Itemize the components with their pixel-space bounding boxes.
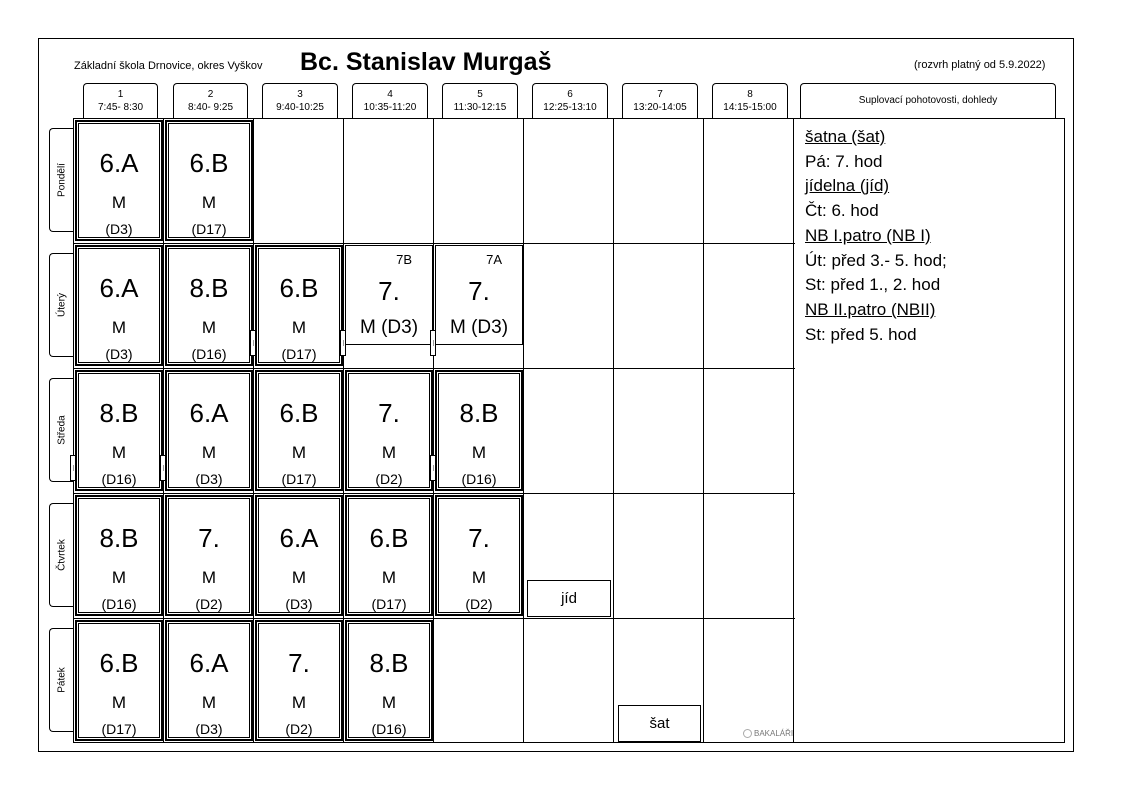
lesson-group: 7A <box>486 252 502 267</box>
lesson-tue-4[interactable] <box>345 245 433 345</box>
lesson-fri-3[interactable] <box>255 620 343 741</box>
school-name: Základní škola Drnovice, okres Vyškov <box>74 60 263 72</box>
lesson-room: (D17) <box>281 471 317 487</box>
period-header-4: 4 10:35-11:20 <box>352 83 428 118</box>
grid-column-line <box>793 118 794 743</box>
lesson-subject: M <box>291 568 307 587</box>
lesson-tue-3[interactable] <box>255 245 343 366</box>
lesson-thu-3[interactable] <box>255 495 343 616</box>
note-line: St: před 5. hod <box>805 324 917 344</box>
lesson-subject: M <box>471 568 487 587</box>
lesson-subject: M <box>111 693 127 712</box>
lesson-class: 6.A <box>189 398 229 428</box>
lesson-class: 7. <box>198 523 220 553</box>
lesson-thu-2[interactable] <box>165 495 253 616</box>
period-header-2: 2 8:40- 9:25 <box>173 83 248 118</box>
lesson-subject: M <box>381 693 397 712</box>
lesson-room: (D3) <box>285 596 313 612</box>
supervision-notes <box>805 125 947 347</box>
supervision-marker <box>250 330 256 356</box>
lesson-tue-2[interactable] <box>165 245 253 366</box>
supervision-marker <box>430 455 436 481</box>
note-line: Út: před 3.- 5. hod; <box>805 250 947 270</box>
lesson-class: 6.B <box>369 523 409 553</box>
lesson-subject: M <box>111 568 127 587</box>
grid-row-line <box>73 368 795 369</box>
lesson-class: 8.B <box>369 648 409 678</box>
grid-column-line <box>163 118 164 743</box>
lesson-room: (D2) <box>285 721 313 737</box>
period-header-3: 3 9:40-10:25 <box>262 83 338 118</box>
lesson-subject: M <box>291 443 307 462</box>
lesson-subject: M (D3) <box>449 317 509 338</box>
lesson-tue-5[interactable] <box>435 245 523 345</box>
lesson-group: 7B <box>396 252 412 267</box>
lesson-room: (D17) <box>371 596 407 612</box>
teacher-name: Bc. Stanislav Murgaš <box>300 48 552 76</box>
lesson-fri-1[interactable] <box>75 620 163 741</box>
grid-row-line <box>73 618 795 619</box>
lesson-subject: M <box>201 693 217 712</box>
lesson-class: 6.B <box>189 148 229 178</box>
day-tab-monday: Pondělí <box>49 128 73 232</box>
lesson-class: 8.B <box>459 398 499 428</box>
lesson-class: 8.B <box>99 523 139 553</box>
lesson-class: 8.B <box>189 273 229 303</box>
supervision-header: Suplovací pohotovosti, dohledy <box>800 83 1056 118</box>
grid-column-line <box>433 118 434 743</box>
lesson-subject: M <box>201 568 217 587</box>
lesson-class: 7. <box>378 276 400 306</box>
period-header-1: 1 7:45- 8:30 <box>83 83 158 118</box>
period-header-8: 8 14:15-15:00 <box>712 83 788 118</box>
lesson-subject: M <box>381 443 397 462</box>
lesson-class: 7. <box>378 398 400 428</box>
day-tab-tuesday: Úterý <box>49 253 73 357</box>
grid-column-line <box>343 118 344 743</box>
supervision-marker <box>70 455 76 481</box>
lesson-class: 6.B <box>279 273 319 303</box>
lesson-subject: M <box>471 443 487 462</box>
note-line: NB II.patro (NBII) <box>805 299 936 319</box>
period-header-5: 5 11:30-12:15 <box>442 83 518 118</box>
supervision-marker <box>160 455 166 481</box>
lesson-class: 6.B <box>279 398 319 428</box>
lesson-room: (D3) <box>105 346 133 362</box>
grid-column-line <box>613 118 614 743</box>
lesson-room: (D16) <box>101 471 137 487</box>
grid-column-line <box>253 118 254 743</box>
lesson-mon-1[interactable] <box>75 120 163 241</box>
lesson-class: 6.A <box>99 273 139 303</box>
lesson-fri-4[interactable] <box>345 620 433 741</box>
lesson-subject: M <box>201 193 217 212</box>
note-line: Pá: 7. hod <box>805 151 883 171</box>
lesson-room: (D2) <box>195 596 223 612</box>
lesson-tue-1[interactable] <box>75 245 163 366</box>
period-header-7: 7 13:20-14:05 <box>622 83 698 118</box>
note-line: jídelna (jíd) <box>805 176 890 196</box>
lesson-room: (D17) <box>191 221 227 237</box>
lesson-subject: M <box>201 443 217 462</box>
lesson-class: 7. <box>468 276 490 306</box>
lesson-class: 6.A <box>279 523 319 553</box>
note-line: šatna (šat) <box>805 127 886 146</box>
bakalari-logo: BAKALÁŘI <box>743 729 793 738</box>
lesson-room: (D2) <box>375 471 403 487</box>
duty-cloakroom[interactable]: šat <box>618 705 701 742</box>
lesson-room: (D16) <box>101 596 137 612</box>
day-tab-thursday: Čtvrtek <box>49 503 73 607</box>
lesson-thu-1[interactable] <box>75 495 163 616</box>
lesson-thu-4[interactable] <box>345 495 433 616</box>
lesson-class: 6.A <box>99 148 139 178</box>
lesson-wed-2[interactable] <box>165 370 253 491</box>
grid-column-line <box>523 118 524 743</box>
bakalari-icon <box>743 729 752 738</box>
lesson-room: (D3) <box>105 221 133 237</box>
lesson-subject: M <box>111 443 127 462</box>
lesson-room: (D3) <box>195 721 223 737</box>
note-line: Čt: 6. hod <box>805 201 879 221</box>
lesson-class: 6.B <box>99 648 139 678</box>
lesson-room: (D16) <box>191 346 227 362</box>
lesson-room: (D16) <box>371 721 407 737</box>
lesson-subject: M <box>111 318 127 337</box>
grid-column-line <box>703 118 704 743</box>
lesson-class: 8.B <box>99 398 139 428</box>
lesson-room: (D2) <box>465 596 493 612</box>
lesson-subject: M <box>201 318 217 337</box>
day-tab-friday: Pátek <box>49 628 73 732</box>
lesson-subject: M <box>111 193 127 212</box>
lesson-mon-2[interactable] <box>165 120 253 241</box>
supervision-marker <box>340 330 346 356</box>
lesson-class: 6.A <box>189 648 229 678</box>
lesson-room: (D17) <box>101 721 137 737</box>
lesson-room: (D3) <box>195 471 223 487</box>
lesson-room: (D16) <box>461 471 497 487</box>
validity-note: (rozvrh platný od 5.9.2022) <box>914 59 1046 71</box>
grid-row-line <box>73 493 795 494</box>
note-line: NB I.patro (NB I) <box>805 225 931 245</box>
lesson-subject: M <box>381 568 397 587</box>
lesson-subject: M <box>291 693 307 712</box>
lesson-wed-3[interactable] <box>255 370 343 491</box>
note-line: St: před 1., 2. hod <box>805 275 941 295</box>
lesson-class: 7. <box>288 648 310 678</box>
lesson-wed-1[interactable] <box>75 370 163 491</box>
lesson-class: 7. <box>468 523 490 553</box>
lesson-room: (D17) <box>281 346 317 362</box>
grid-row-line <box>73 243 795 244</box>
supervision-marker <box>430 330 436 356</box>
lesson-wed-5[interactable] <box>435 370 523 491</box>
lesson-subject: M (D3) <box>359 317 419 338</box>
day-tab-wednesday: Středa <box>49 378 73 482</box>
lesson-subject: M <box>291 318 307 337</box>
lesson-thu-5[interactable] <box>435 495 523 616</box>
lesson-fri-2[interactable] <box>165 620 253 741</box>
duty-canteen[interactable]: jíd <box>527 580 611 617</box>
lesson-wed-4[interactable] <box>345 370 433 491</box>
period-header-6: 6 12:25-13:10 <box>532 83 608 118</box>
